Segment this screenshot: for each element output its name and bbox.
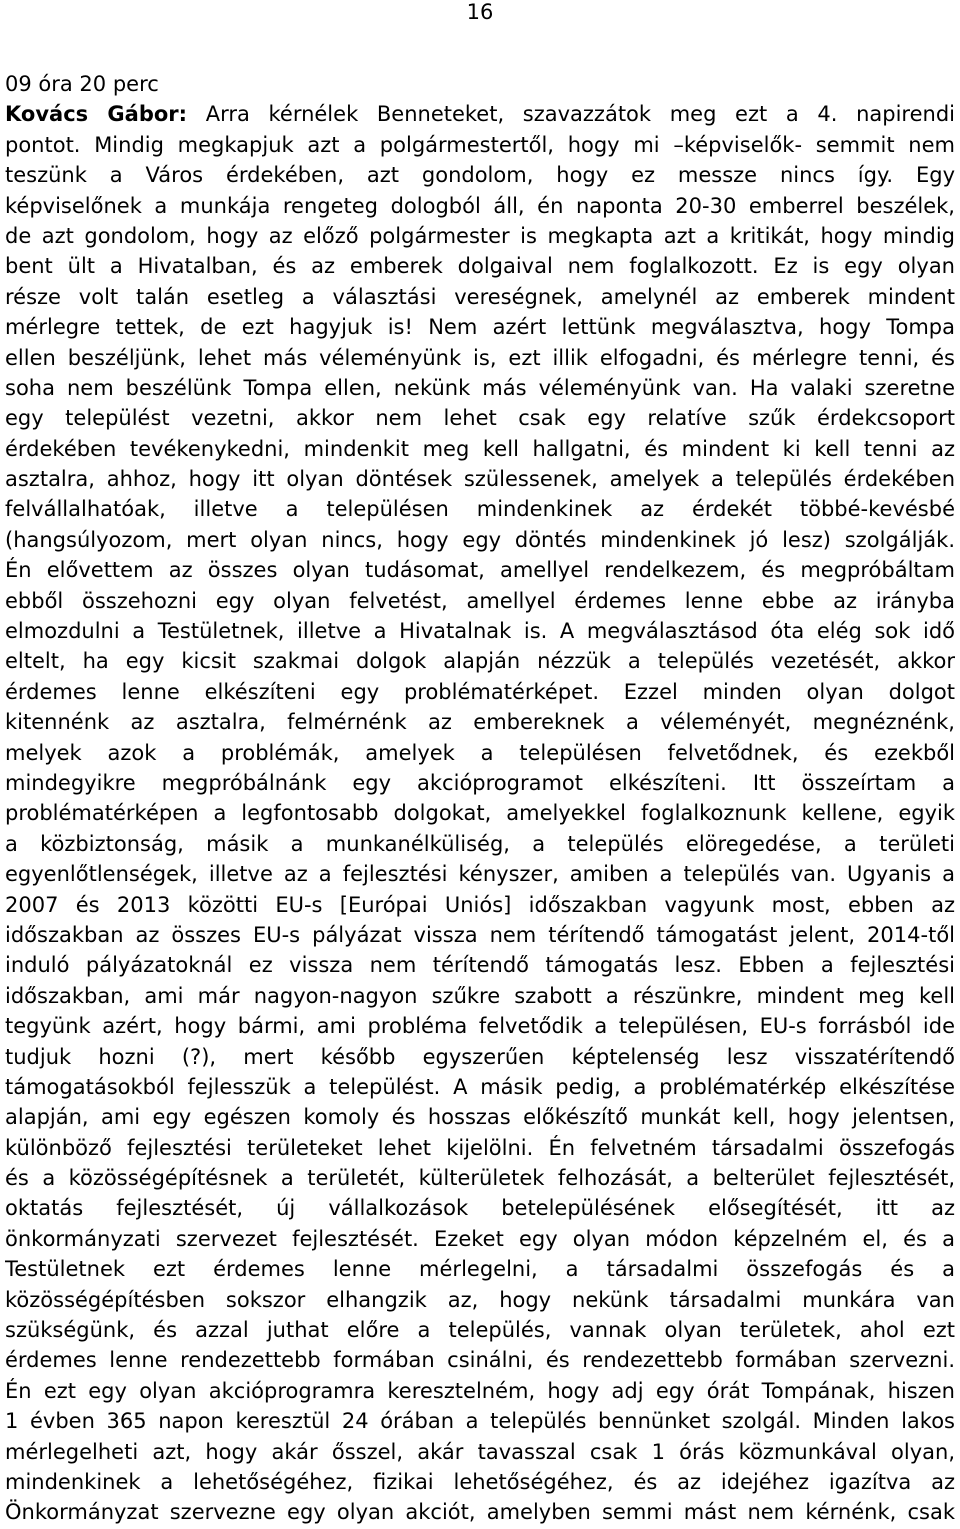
text-line: érdemes lenne rendezettebb formában csinálni, és rendezettebb formában szervezni. <box>5 1348 955 1373</box>
text-line: mindegyikre megpróbálnánk egy akcióprogramot elkészíteni. Itt összeírtam a <box>5 770 955 795</box>
text-line: Én ezt egy olyan akcióprogramra keresztelném, hogy adj egy órát Tompának, hiszen <box>5 1378 955 1403</box>
text-line: felvállalhatóak, illetve a településen mindenkinek az érdekét többé-kevésbé <box>5 497 955 522</box>
text-line: ellen beszéljünk, lehet más véleményünk is, ezt illik elfogadni, és mérlegre tenni, és <box>5 345 955 370</box>
text-line-content: Arra kérnélek Benneteket, szavazzátok meg ezt a 4. napirendi <box>205 102 955 127</box>
text-line: része volt talán esetleg a választási vereségnek, amelynél az emberek mindent <box>5 284 955 309</box>
text-line: 2007 és 2013 közötti EU-s [Európai Uniós] időszakban vagyunk most, ebben az <box>5 892 955 917</box>
speaker-name: Kovács Gábor: <box>5 102 188 127</box>
text-line: eltelt, ha egy kicsit szakmai dolgok alapján nézzük a település vezetését, akkor <box>5 649 955 674</box>
text-line: alapján, ami egy egészen komoly és hosszas előkészítő munkát kell, hogy jelentsen, <box>5 1105 955 1130</box>
text-line: mindenkinek a lehetőségéhez, fizikai lehetőségéhez, és az idejéhez igazítva az <box>5 1469 955 1494</box>
text-line: egyenlőtlenségek, illetve az a fejlesztési kényszer, amiben a település van. Ugyanis a <box>5 862 955 887</box>
text-line: Én elővettem az összes olyan tudásomat, amellyel rendelkezem, és megpróbáltam <box>5 558 955 583</box>
text-line: képviselőnek a munkája rengeteg dologból áll, én naponta 20-30 emberrel beszélek, <box>5 193 955 218</box>
text-line: de azt gondolom, hogy az előző polgármester is megkapta azt a kritikát, hogy mindig <box>5 223 955 248</box>
text-line: teszünk a Város érdekében, azt gondolom, hogy ez messze nincs így. Egy <box>5 163 955 188</box>
text-line: szükségünk, és azzal juthat előre a település, vannak olyan területek, ahol ezt <box>5 1318 955 1343</box>
text-line: egy települést vezetni, akkor nem lehet csak egy relatíve szűk érdekcsoport <box>5 406 955 431</box>
text-line: ebből összehozni egy olyan felvetést, amellyel érdemes lenne ebbe az irányba <box>5 588 955 613</box>
text-line: tegyünk azért, hogy bármi, ami probléma felvetődik a településen, EU-s forrásból ide <box>5 1014 955 1039</box>
text-line: (hangsúlyozom, mert olyan nincs, hogy egy döntés mindenkinek jó lesz) szolgálják. <box>5 527 955 552</box>
text-line: érdemes lenne elkészíteni egy problématérképet. Ezzel minden olyan dolgot <box>5 679 955 704</box>
text-line: pontot. Mindig megkapjuk azt a polgármestertől, hogy mi –képviselők- semmit nem <box>5 132 955 157</box>
text-line: a közbiztonság, másik a munkanélküliség, a település elöregedése, a területi <box>5 831 955 856</box>
text-line: közösségépítésben sokszor elhangzik az, hogy nekünk társadalmi munkára van <box>5 1287 955 1312</box>
text-line: melyek azok a problémák, amelyek a településen felvetődnek, és ezekből <box>5 740 955 765</box>
text-line <box>5 99 955 129</box>
text-line: Önkormányzat szervezne egy olyan akciót, amelyben semmi mást nem kérnénk, csak <box>5 1500 955 1525</box>
text-line: problématérképen a legfontosabb dolgokat, amelyekkel foglalkoznunk kellene, egyik <box>5 801 955 826</box>
text-line: Testületnek ezt érdemes lenne mérlegelni, a társadalmi összefogás és a <box>5 1257 955 1282</box>
page-number: 16 <box>466 0 494 24</box>
text-line: tudjuk hozni (?), mert később egyszerűen képtelenség lesz visszatérítendő <box>5 1044 955 1069</box>
text-line: és a közösségépítésnek a területét, külterületek felhozását, a belterület fejlesztését, <box>5 1166 955 1191</box>
text-line: soha nem beszélünk Tompa ellen, nekünk más véleményünk van. Ha valaki szeretne <box>5 375 955 400</box>
document-body <box>5 69 955 1528</box>
text-line: különböző fejlesztési területeket lehet kijelölni. Én felvetném társadalmi összefogás <box>5 1135 955 1160</box>
text-line: önkormányzati szervezet fejlesztését. Ezeket egy olyan módon képzelném el, és a <box>5 1226 955 1251</box>
text-line: oktatás fejlesztését, új vállalkozások betelepülésének elősegítését, itt az <box>5 1196 955 1221</box>
text-line: időszakban, ami már nagyon-nagyon szűkre szabott a részünkre, mindent meg kell <box>5 983 955 1008</box>
text-line: induló pályázatoknál ez vissza nem térítendő támogatás lesz. Ebben a fejlesztési <box>5 953 955 978</box>
text-line: érdekében tevékenykedni, mindenkit meg kell hallgatni, és mindent ki kell tenni az <box>5 436 955 461</box>
text-line: kitennénk az asztalra, felmérnénk az embereknek a véleményét, megnéznénk, <box>5 710 955 735</box>
text-line: elmozdulni a Testületnek, illetve a Hivatalnak is. A megválasztásod óta elég sok idő <box>5 619 955 644</box>
text-line: asztalra, ahhoz, hogy itt olyan döntések szülessenek, amelyek a település érdekében <box>5 467 955 492</box>
text-line: mérlegelheti azt, hogy akár ősszel, akár tavasszal csak 1 órás közmunkával olyan, <box>5 1439 955 1464</box>
time-heading: 09 óra 20 perc <box>5 72 159 96</box>
text-line: mérlegre tettek, de ezt hagyjuk is! Nem azért lettünk megválasztva, hogy Tompa <box>5 315 955 340</box>
text-line: támogatásokból fejlesszük a települést. A másik pedig, a problématérkép elkészítése <box>5 1074 955 1099</box>
text-line: bent ült a Hivatalban, és az emberek dolgaival nem foglalkozott. Ez is egy olyan <box>5 254 955 279</box>
text-line: 1 évben 365 napon keresztül 24 órában a település bennünket szolgál. Minden lakos <box>5 1409 955 1434</box>
text-line: időszakban az összes EU-s pályázat vissza nem térítendő támogatást jelent, 2014-től <box>5 922 955 947</box>
